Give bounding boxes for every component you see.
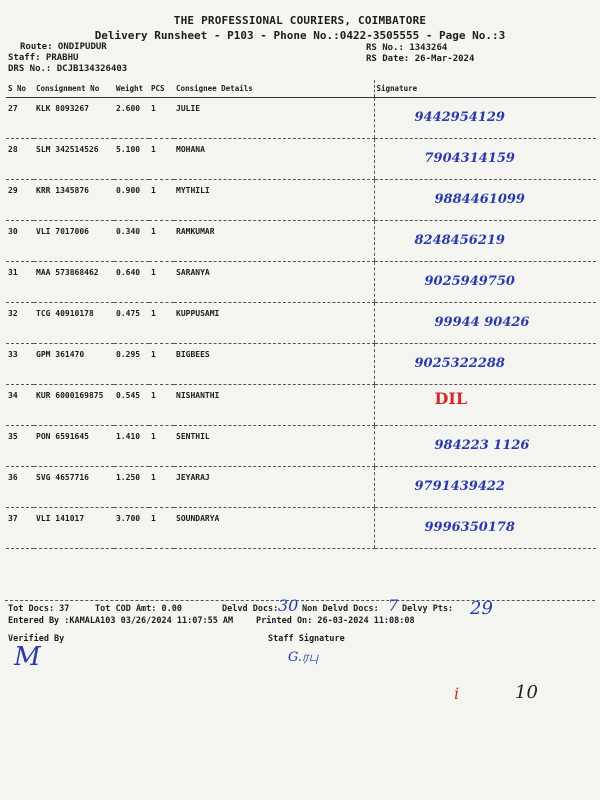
weight-cell: 0.295	[114, 344, 149, 385]
col-consignee: Consignee Details	[174, 80, 374, 98]
weight-cell: 1.250	[114, 467, 149, 508]
signature-cell	[374, 344, 596, 385]
signature-cell	[374, 467, 596, 508]
pcs-cell: 1	[149, 303, 174, 344]
pcs-cell: 1	[149, 221, 174, 262]
weight-cell: 3.700	[114, 508, 149, 549]
consignee-cell: SOUNDARYA	[174, 508, 374, 549]
weight-cell: 0.475	[114, 303, 149, 344]
sno-cell: 31	[6, 262, 34, 303]
consignee-cell: NISHANTHI	[174, 385, 374, 426]
table-row	[6, 344, 596, 385]
table-row	[6, 139, 596, 180]
weight-cell: 0.900	[114, 180, 149, 221]
col-weight: Weight	[114, 80, 149, 98]
tot-cod: Tot COD Amt: 0.00	[95, 604, 182, 614]
route: Route: ONDIPUDUR	[20, 42, 107, 52]
table-row	[6, 180, 596, 221]
staff-signature-label: Staff Signature	[268, 634, 345, 644]
consignee-cell: SARANYA	[174, 262, 374, 303]
consignment-cell: GPM 361470	[34, 344, 114, 385]
handwritten-signature: 8248456219	[414, 233, 505, 248]
col-signature: Signature	[374, 80, 596, 98]
table-row	[6, 221, 596, 262]
delvd-docs: Delvd Docs:	[222, 604, 279, 614]
rs-no: RS No.: 1343264	[366, 43, 448, 53]
col-pcs: PCS	[149, 80, 174, 98]
signature-cell	[374, 221, 596, 262]
weight-cell: 0.340	[114, 221, 149, 262]
handwritten-signature: DIL	[434, 389, 468, 408]
drs-no: DRS No.: DCJB134326403	[8, 64, 128, 74]
sno-cell: 27	[6, 98, 34, 139]
weight-cell: 1.410	[114, 426, 149, 467]
consignment-cell: KUR 6000169875	[34, 385, 114, 426]
handwritten-signature: 9884461099	[434, 192, 525, 207]
pcs-cell: 1	[149, 180, 174, 221]
pcs-cell: 1	[149, 426, 174, 467]
sno-cell: 35	[6, 426, 34, 467]
table-header	[6, 80, 596, 98]
pcs-cell: 1	[149, 98, 174, 139]
table-row	[6, 385, 596, 426]
signature-cell	[374, 385, 596, 426]
consignee-cell: JULIE	[174, 98, 374, 139]
consignment-cell: PON 6591645	[34, 426, 114, 467]
runsheet-subtitle: Delivery Runsheet - P103 - Phone No.:0422-3505555 - Page No.:3	[94, 29, 506, 42]
handwritten-signature: 984223 1126	[434, 438, 530, 453]
sno-cell: 32	[6, 303, 34, 344]
printed-on: Printed On: 26-03-2024 11:08:08	[256, 616, 415, 626]
handwritten-signature: 99944 90426	[434, 315, 530, 330]
table-row	[6, 426, 596, 467]
pcs-cell: 1	[149, 467, 174, 508]
staff: Staff: PRABHU	[8, 53, 79, 63]
signature-cell	[374, 426, 596, 467]
consignee-cell: MOHANA	[174, 139, 374, 180]
tot-docs: Tot Docs: 37	[8, 604, 70, 614]
consignee-cell: JEYARAJ	[174, 467, 374, 508]
consignment-cell: TCG 40910178	[34, 303, 114, 344]
handwritten-signature: 9442954129	[414, 110, 505, 125]
handwritten-signature: 7904314159	[424, 151, 515, 166]
pcs-cell: 1	[149, 262, 174, 303]
table-row	[6, 467, 596, 508]
sno-cell: 28	[6, 139, 34, 180]
consignment-cell: VLI 141017	[34, 508, 114, 549]
signature-cell	[374, 98, 596, 139]
rs-date: RS Date: 26-Mar-2024	[366, 54, 475, 64]
company-title: THE PROFESSIONAL COURIERS, COIMBATORE	[173, 14, 427, 27]
consignee-cell: SENTHIL	[174, 426, 374, 467]
consignee-cell: KUPPUSAMI	[174, 303, 374, 344]
page-corner-number: 10	[515, 682, 538, 703]
table-row	[6, 98, 596, 139]
signature-cell	[374, 262, 596, 303]
weight-cell: 5.100	[114, 139, 149, 180]
signature-cell	[374, 508, 596, 549]
handwritten-signature: 9996350178	[424, 520, 515, 535]
consignee-cell: BIGBEES	[174, 344, 374, 385]
non-delvd-handwritten: 7	[388, 596, 399, 615]
handwritten-signature: 9025949750	[424, 274, 515, 289]
delvy-pts-handwritten: 29	[470, 598, 493, 619]
weight-cell: 2.600	[114, 98, 149, 139]
staff-handwritten-signature: G.ரபு	[288, 650, 319, 665]
handwritten-signature: 9791439422	[414, 479, 505, 494]
pcs-cell: 1	[149, 508, 174, 549]
delivery-table	[6, 80, 596, 549]
table-row	[6, 262, 596, 303]
table-row	[6, 303, 596, 344]
sno-cell: 37	[6, 508, 34, 549]
sno-cell: 29	[6, 180, 34, 221]
consignment-cell: VLI 7017006	[34, 221, 114, 262]
verified-by: Verified By	[8, 634, 65, 644]
sno-cell: 33	[6, 344, 34, 385]
table-row	[6, 508, 596, 549]
delvd-docs-handwritten: 30	[278, 596, 299, 615]
verified-signature: M	[14, 642, 41, 672]
consignee-cell: RAMKUMAR	[174, 221, 374, 262]
footer-divider	[5, 600, 595, 601]
consignment-cell: SVG 4657716	[34, 467, 114, 508]
signature-cell	[374, 180, 596, 221]
consignment-cell: KLK 8093267	[34, 98, 114, 139]
consignee-cell: MYTHILI	[174, 180, 374, 221]
weight-cell: 0.545	[114, 385, 149, 426]
non-delvd-docs: Non Delvd Docs:	[302, 604, 379, 614]
col-sno: S No	[6, 80, 34, 98]
sno-cell: 36	[6, 467, 34, 508]
handwritten-signature: 9025322288	[414, 356, 505, 371]
weight-cell: 0.640	[114, 262, 149, 303]
pcs-cell: 1	[149, 385, 174, 426]
consignment-cell: MAA 573868462	[34, 262, 114, 303]
pcs-cell: 1	[149, 344, 174, 385]
entered-by: Entered By :KAMALA103 03/26/2024 11:07:55 AM	[8, 616, 234, 626]
signature-cell	[374, 139, 596, 180]
sno-cell: 30	[6, 221, 34, 262]
red-corner-mark: i	[454, 684, 460, 703]
signature-cell	[374, 303, 596, 344]
sno-cell: 34	[6, 385, 34, 426]
col-consignment: Consignment No	[34, 80, 114, 98]
delvy-pts: Delvy Pts:	[402, 604, 454, 614]
consignment-cell: SLM 342514526	[34, 139, 114, 180]
consignment-cell: KRR 1345876	[34, 180, 114, 221]
pcs-cell: 1	[149, 139, 174, 180]
